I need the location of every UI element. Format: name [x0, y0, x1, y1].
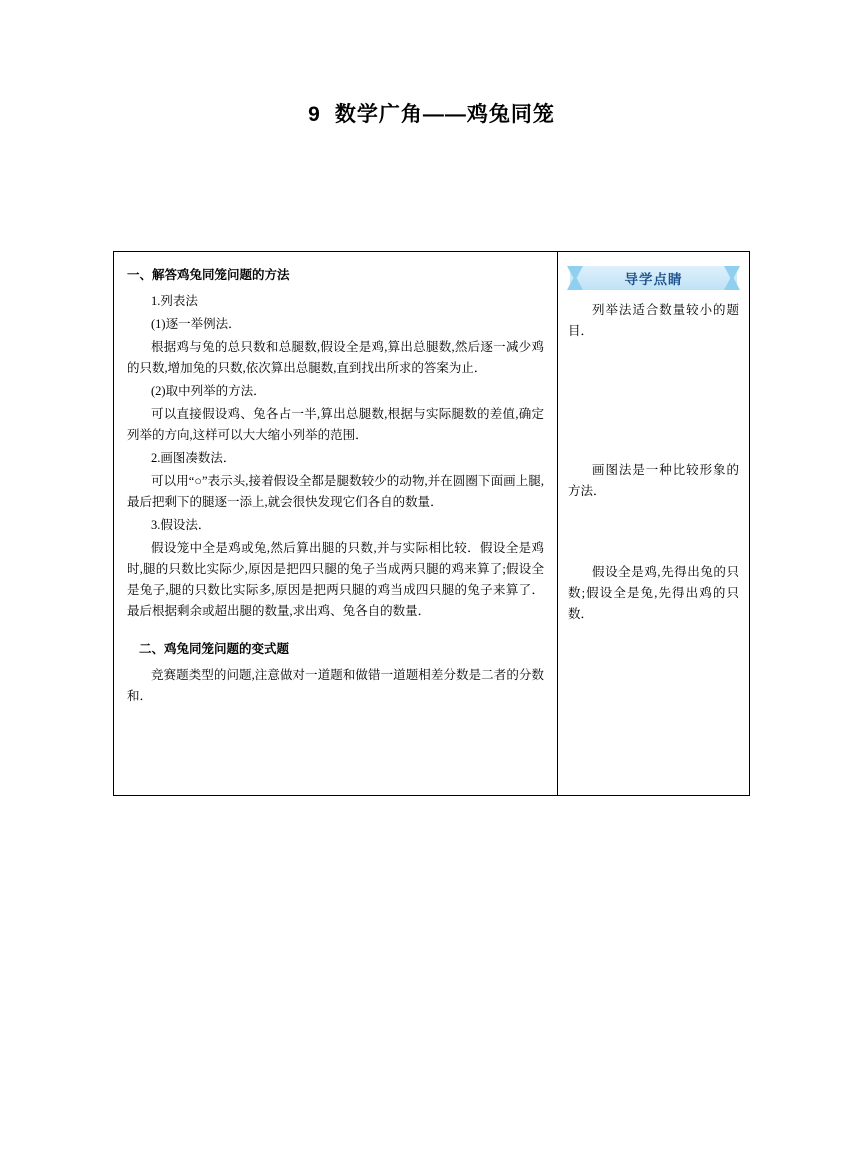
method-2-body: 可以用“○”表示头,接着假设全都是腿数较少的动物,并在圆圈下面画上腿,最后把剩下的腿逐一添上,就会很快发现它们各自的数量．: [127, 473, 544, 509]
method-1-sub-2-body: 可以直接假设鸡、兔各占一半,算出总腿数,根据与实际腿数的差值,确定列举的方向,这样可以大大缩小列举的范围．: [127, 406, 544, 442]
method-3-heading: 3.假设法．: [151, 517, 211, 532]
table-cell-main-content: [114, 252, 558, 795]
method-1-sub-2-heading: (2)取中列举的方法．: [151, 383, 266, 398]
tip-1: 列举法适合数量较小的题目．: [568, 303, 739, 338]
method-1-sub-1-body: 根据鸡与兔的总只数和总腿数,假设全是鸡,算出总腿数,然后逐一减少鸡的只数,增加兔的只数,依次算出总腿数,直到找出所求的答案为止．: [127, 339, 544, 375]
content-table: [113, 251, 750, 796]
method-1-sub-1-heading: (1)逐一举例法．: [151, 316, 241, 331]
tip-2: 画图法是一种比较形象的方法．: [568, 463, 739, 498]
section-2-body: 竞赛题类型的问题,注意做对一道题和做错一道题相差分数是二者的分数和．: [127, 667, 544, 703]
page-title-text: 数学广角——鸡兔同笼: [334, 103, 555, 126]
section-1-heading: 一、解答鸡兔同笼问题的方法: [127, 268, 290, 282]
method-1-heading: 1.列表法: [151, 293, 198, 308]
page-title-number: 9: [308, 103, 321, 126]
section-2-heading: 二、鸡兔同笼问题的变式题: [139, 641, 290, 656]
method-3-body: 假设笼中全是鸡或兔,然后算出腿的只数,并与实际相比较．假设全是鸡时,腿的只数比实际少,原因是把四只腿的兔子当成两只腿的鸡来算了;假设全是兔子,腿的只数比实际多,原因是把两只腿的鸡当成四只腿的兔子来算了．最后根据剩余或超出腿的数量,求出鸡、兔各自的数量．: [127, 540, 544, 618]
table-cell-sidebar-tips: [558, 252, 749, 795]
method-2-heading: 2.画图凑数法．: [151, 450, 236, 465]
ribbon-right-icon: [724, 266, 740, 290]
document-page: [0, 98, 863, 1159]
tip-3: 假设全是鸡,先得出兔的只数;假设全是兔,先得出鸡的只数．: [568, 565, 739, 621]
page-title: [0, 98, 863, 128]
tips-banner: [570, 266, 737, 290]
ribbon-left-icon: [567, 266, 583, 290]
tips-banner-title: 导学点睛: [624, 272, 683, 287]
